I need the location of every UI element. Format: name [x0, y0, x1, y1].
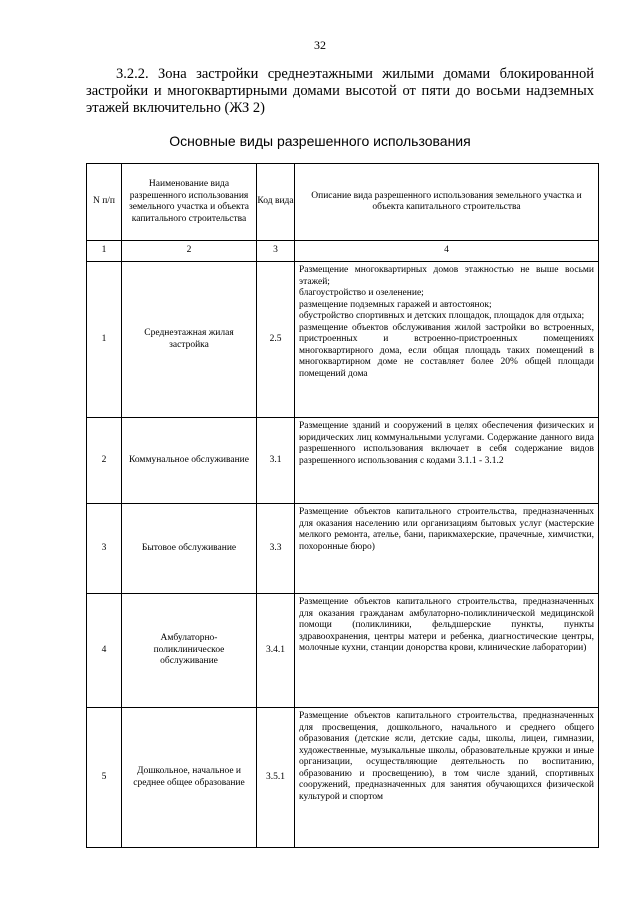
- description-line: Размещение многоквартирных домов этажностью не выше восьми этажей;: [299, 265, 594, 287]
- row-name: Среднеэтажная жилая застройка: [122, 262, 257, 418]
- table-row: [87, 594, 599, 708]
- row-name: Бытовое обслуживание: [122, 504, 257, 594]
- row-name: Дошкольное, начальное и среднее общее образование: [122, 708, 257, 848]
- row-description: [295, 594, 599, 708]
- header-name: Наименование вида разрешенного использования земельного участка и объекта капитального строительства: [122, 164, 257, 241]
- row-description: [295, 418, 599, 504]
- column-number: 3: [257, 241, 295, 262]
- row-name: Коммунальное обслуживание: [122, 418, 257, 504]
- description-line: Размещение объектов капитального строительства, предназначенных для оказания населению или организациям бытовых услуг (мастерские мелкого ремонта, ателье, бани, парикмахерские, прачечные, химчистки, похоронные бюро): [299, 507, 594, 552]
- section-heading: 3.2.2. Зона застройки среднеэтажными жилыми домами блокированной застройки и многоквартирными домами высотой от пяти до восьми надземных этажей включительно (ЖЗ 2): [86, 66, 594, 116]
- row-num: 3: [87, 504, 122, 594]
- row-code: 3.5.1: [257, 708, 295, 848]
- row-description: [295, 504, 599, 594]
- row-num: 1: [87, 262, 122, 418]
- row-code: 2.5: [257, 262, 295, 418]
- row-description: [295, 262, 599, 418]
- description-line: благоустройство и озеленение;: [299, 288, 424, 298]
- table-row: [87, 504, 599, 594]
- column-number-row: [87, 241, 599, 262]
- description-line: обустройство спортивных и детских площадок, площадок для отдыха;: [299, 311, 585, 321]
- row-name: Амбулаторно-поликлиническое обслуживание: [122, 594, 257, 708]
- description-line: размещение объектов обслуживания жилой застройки во встроенных, пристроенных и встроенно-пристроенных помещениях многоквартирного дома, если общая площадь таких помещений в многоквартирном доме не составляет более 20% общей площади помещений дома: [299, 322, 594, 379]
- description-line: размещение подземных гаражей и автостоянок;: [299, 299, 492, 310]
- row-num: 5: [87, 708, 122, 848]
- page-number: 32: [314, 38, 326, 52]
- description-line: Размещение объектов капитального строительства, предназначенных для оказания гражданам амбулаторно-поликлинической медицинской помощи (поликлиники, фельдшерские пункты, пункты здравоохранения, центры матери и ребенка, диагностические центры, молочные кухни, станции донорства крови, клинические лаборатории): [299, 597, 594, 653]
- column-number: 2: [122, 241, 257, 262]
- header-num: N п/п: [87, 164, 122, 241]
- row-code: 3.4.1: [257, 594, 295, 708]
- table-title: Основные виды разрешенного использования: [169, 133, 471, 149]
- header-code: Код вида: [257, 164, 295, 241]
- row-code: 3.3: [257, 504, 295, 594]
- column-number: 1: [87, 241, 122, 262]
- row-description: [295, 708, 599, 848]
- table-row: [87, 262, 599, 418]
- table-row: [87, 708, 599, 848]
- column-number: 4: [295, 241, 599, 262]
- header-description: Описание вида разрешенного использования земельного участка и объекта капитального строительства: [295, 164, 599, 241]
- permitted-use-table: [86, 163, 599, 848]
- row-num: 2: [87, 418, 122, 504]
- row-num: 4: [87, 594, 122, 708]
- description-line: Размещение объектов капитального строительства, предназначенных для просвещения, дошкольного, начального и среднего общего образования (детские ясли, детские сады, школы, лицеи, гимназии, художественные, музыкальные школы, образовательные кружки и иные организации, осуществляющие деятельность по воспитанию, образованию и просвещению), в том числе зданий, спортивных сооружений, предназначенных для занятия обучающихся физической культурой и спортом: [299, 711, 594, 802]
- description-line: Размещение зданий и сооружений в целях обеспечения физических и юридических лиц коммунальными услугами. Содержание данного вида разрешенного использования включает в себя содержание видов разрешенного использования с кодами 3.1.1 - 3.1.2: [299, 421, 594, 466]
- table-header-row: [87, 164, 599, 241]
- row-code: 3.1: [257, 418, 295, 504]
- table-row: [87, 418, 599, 504]
